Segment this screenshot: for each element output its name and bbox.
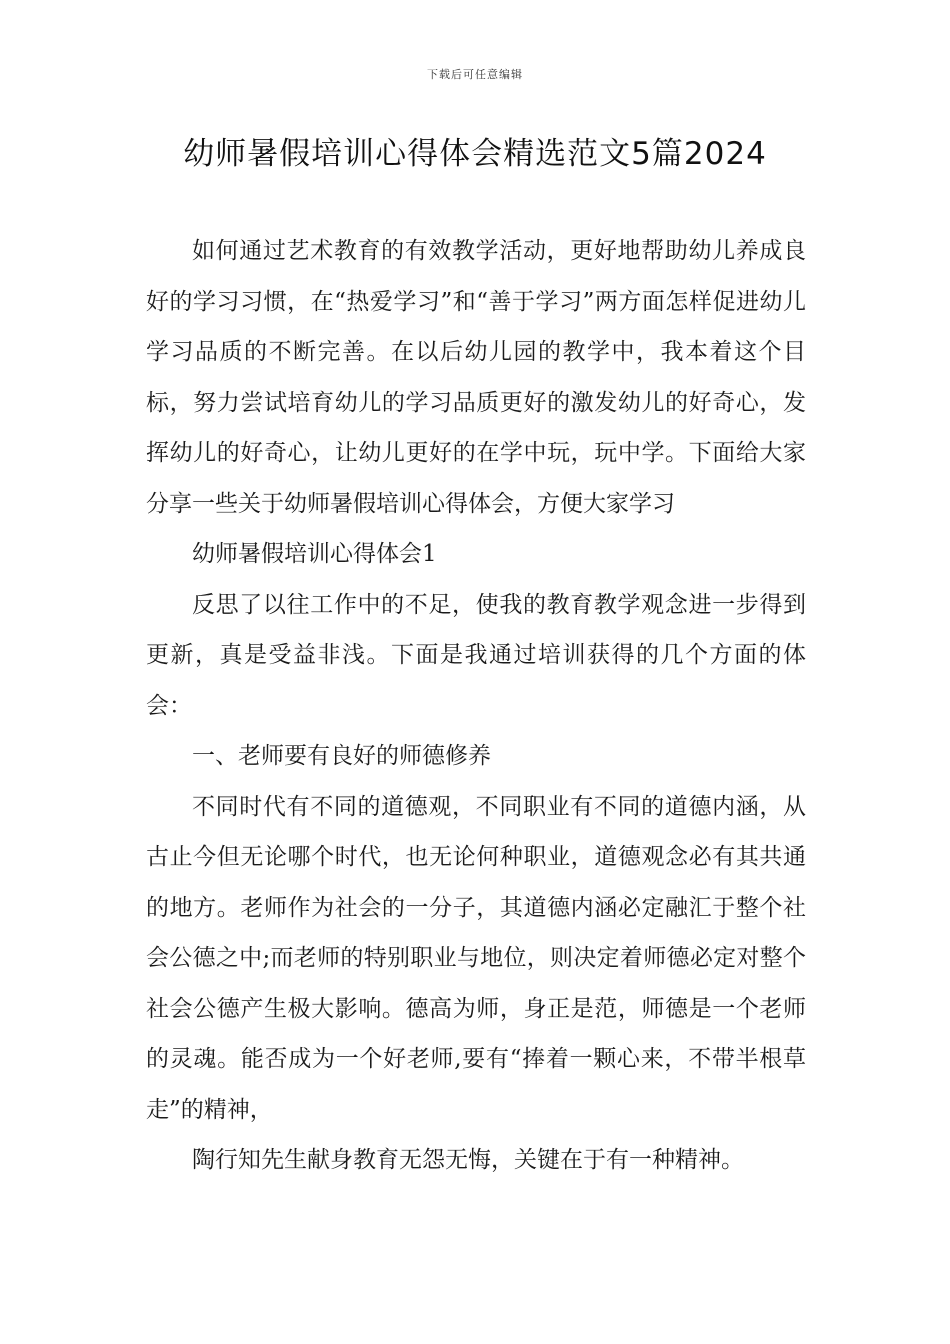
body-paragraph: 陶行知先生献身教育无怨无悔，关键在于有一种精神。 <box>192 1147 744 1173</box>
document-title: 幼师暑假培训心得体会精选范文5篇2024 <box>183 136 767 172</box>
header-note: 下载后可任意编辑 <box>427 68 523 81</box>
body-paragraph: 反思了以往工作中的不足，使我的教育教学观念进一步得到更新，真是受益非浅。下面是我通过培训获得的几个方面的体会： <box>146 591 806 719</box>
body-paragraph: 不同时代有不同的道德观，不同职业有不同的道德内涵，从古止今但无论哪个时代，也无论何种职业，道德观念必有其共通的地方。老师作为社会的一分子，其道德内涵必定融汇于整个社会公德之中;而老师的特别职业与地位，则决定着师德必定对整个社会公德产生极大影响。德高为师，身正是范，师德是一个老师的灵魂。能否成为一个好老师,要有“捧着一颗心来，不带半根草走”的精神， <box>146 793 806 1123</box>
document-body <box>146 226 806 1186</box>
section-heading-1: 幼师暑假培训心得体会1 <box>192 541 437 567</box>
intro-paragraph: 如何通过艺术教育的有效教学活动，更好地帮助幼儿养成良好的学习习惯，在“热爱学习”和“善于学习”两方面怎样促进幼儿学习品质的不断完善。在以后幼儿园的教学中，我本着这个目标，努力尝试培育幼儿的学习品质更好的激发幼儿的好奇心，发挥幼儿的好奇心，让幼儿更好的在学中玩，玩中学。下面给大家分享一些关于幼师暑假培训心得体会，方便大家学习 <box>146 238 806 517</box>
subheading-ethics: 一、老师要有良好的师德修养 <box>192 743 491 769</box>
